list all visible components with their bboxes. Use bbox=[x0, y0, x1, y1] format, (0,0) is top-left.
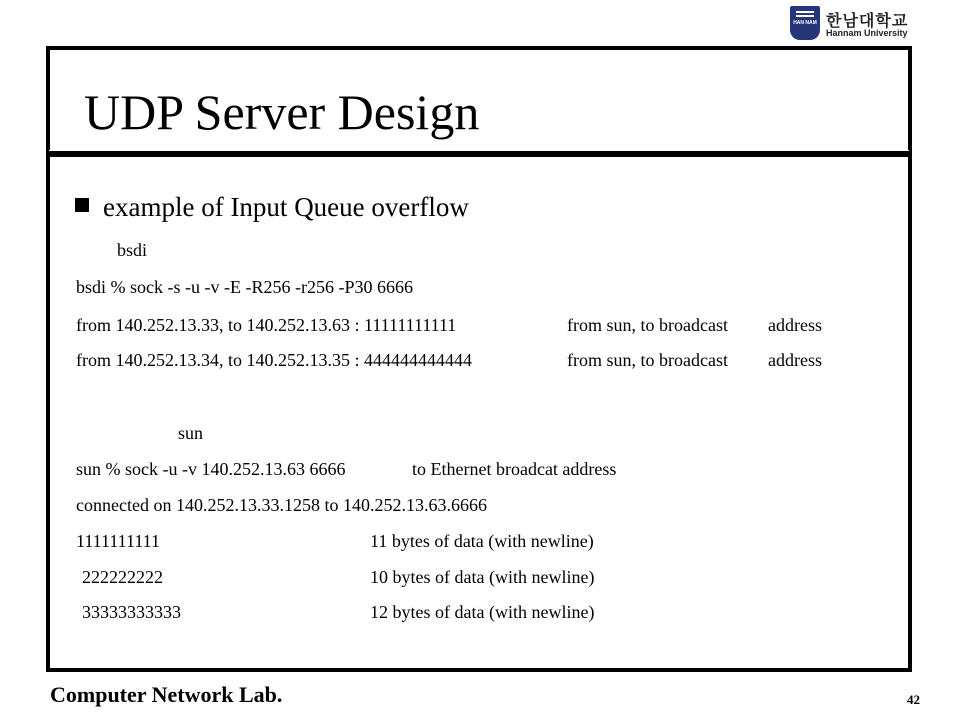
page-number: 42 bbox=[907, 692, 920, 707]
sun-label: sun bbox=[178, 423, 204, 443]
from-line-1-note-address: address bbox=[768, 315, 822, 335]
from-line-1: from 140.252.13.33, to 140.252.13.63 : 11111111111 bbox=[76, 315, 457, 335]
from-line-2-note-address: address bbox=[768, 350, 822, 370]
from-line-2: from 140.252.13.34, to 140.252.13.35 : 444444444444 bbox=[76, 350, 472, 370]
bsdi-label: bsdi bbox=[117, 240, 148, 260]
data-line-2-desc: 10 bytes of data (with newline) bbox=[370, 567, 595, 587]
data-line-3-desc: 12 bytes of data (with newline) bbox=[370, 602, 595, 622]
university-logo bbox=[790, 6, 922, 42]
data-line-1-value: 1111111111 bbox=[76, 531, 160, 551]
title-divider bbox=[49, 150, 909, 157]
footer-lab-name: Computer Network Lab. bbox=[50, 682, 283, 707]
logo-korean-name: 한남대학교 bbox=[826, 11, 909, 30]
data-line-3-value: 33333333333 bbox=[82, 602, 181, 622]
sun-command-note: to Ethernet broadcat address bbox=[412, 459, 617, 479]
data-line-2-value: 222222222 bbox=[82, 567, 163, 587]
from-line-1-note: from sun, to broadcast bbox=[567, 315, 728, 335]
seal-icon: HAN NAM bbox=[790, 6, 820, 40]
logo-english-name: Hannam University bbox=[826, 28, 908, 38]
from-line-2-note: from sun, to broadcast bbox=[567, 350, 728, 370]
data-line-1-desc: 11 bytes of data (with newline) bbox=[370, 531, 594, 551]
connected-line: connected on 140.252.13.33.1258 to 140.252.13.63.6666 bbox=[76, 495, 487, 515]
slide-title: UDP Server Design bbox=[84, 84, 480, 140]
bullet-heading: example of Input Queue overflow bbox=[103, 192, 469, 222]
square-bullet-icon bbox=[75, 198, 89, 212]
bsdi-command: bsdi % sock -s -u -v -E -R256 -r256 -P30 6666 bbox=[76, 277, 413, 297]
sun-command: sun % sock -u -v 140.252.13.63 6666 bbox=[76, 459, 346, 479]
